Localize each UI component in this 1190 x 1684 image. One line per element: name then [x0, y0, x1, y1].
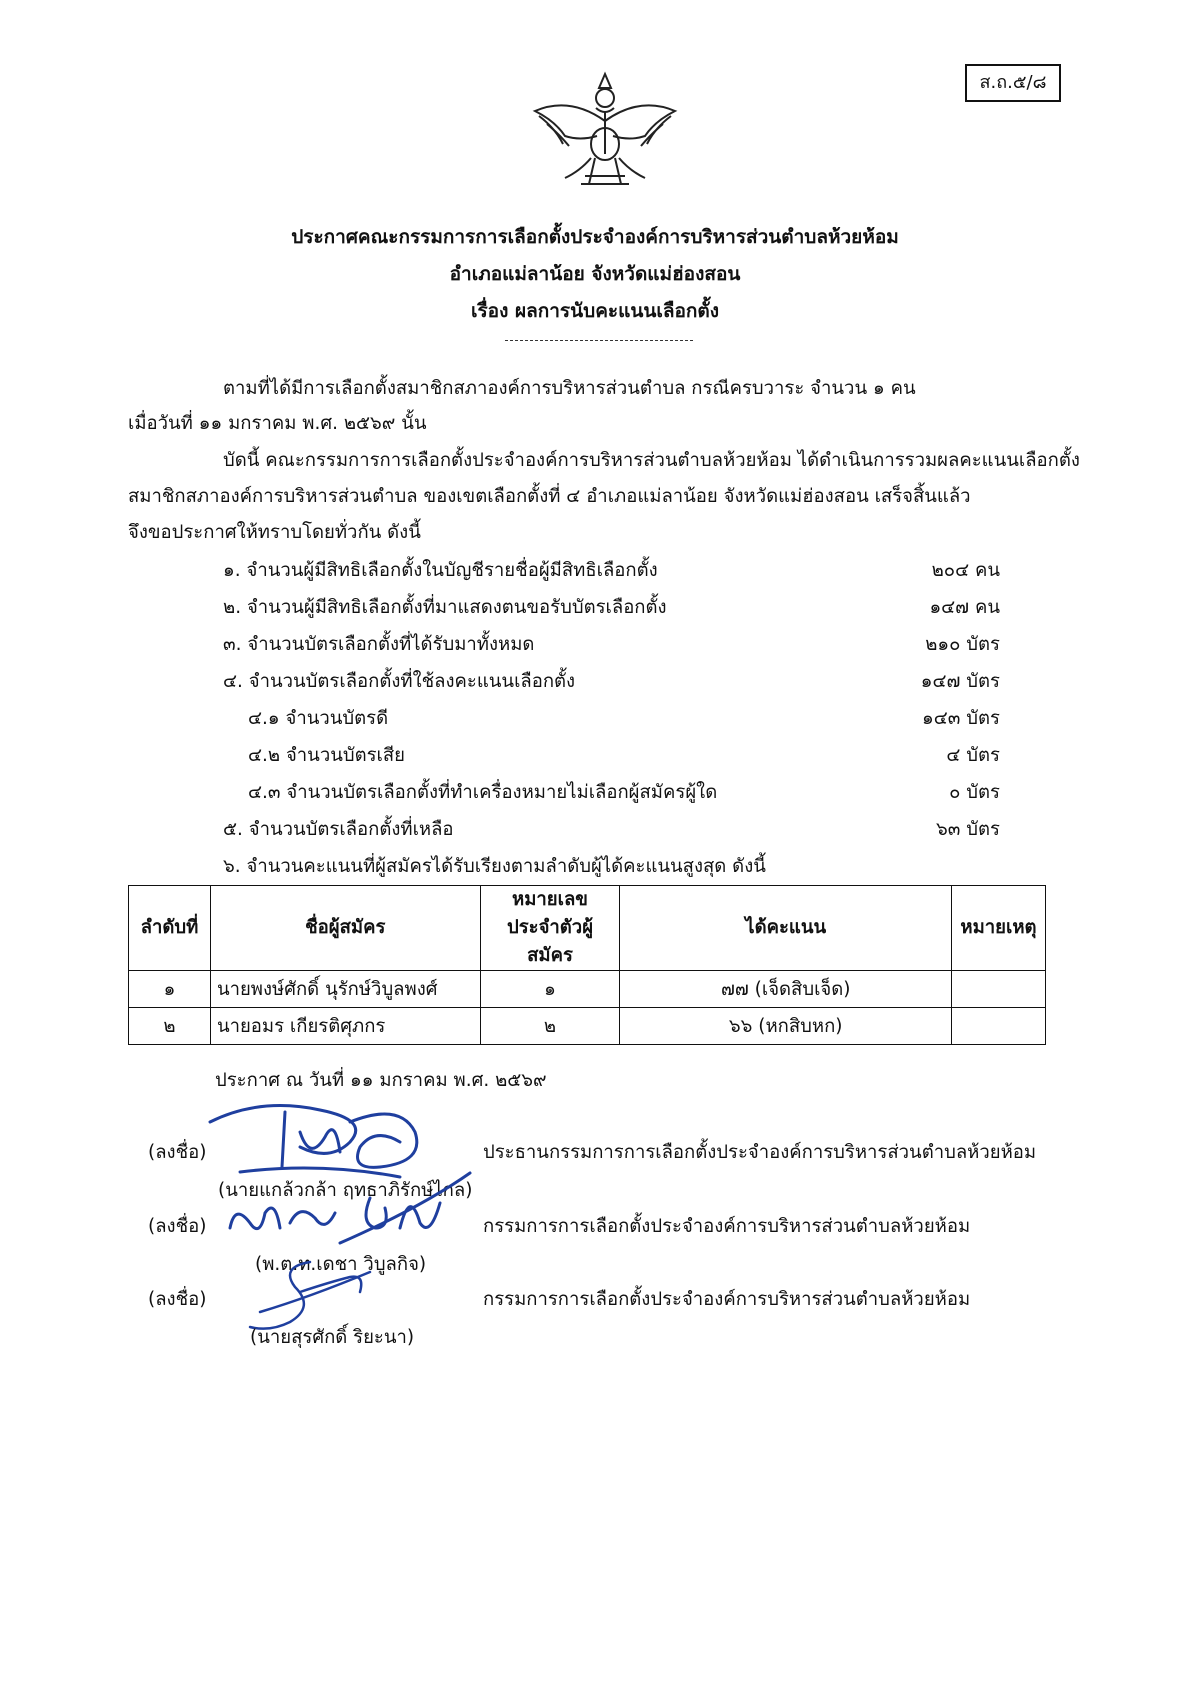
signature3-name: (นายสุรศักดิ์ ริยะนา) — [250, 1327, 415, 1348]
item-ballots-received-value: ๒๑๐ บัตร — [925, 634, 1000, 655]
signature2-position: กรรมการการเลือกตั้งประจำองค์การบริหารส่วนตำบลห้วยห้อม — [483, 1216, 971, 1237]
signature1-sign-label: (ลงชื่อ) — [148, 1142, 207, 1163]
header-number-line2: ประจำตัวผู้สมัคร — [506, 917, 594, 966]
item-no-vote-ballots: ๔.๓ จำนวนบัตรเลือกตั้งที่ทำเครื่องหมายไม่เลือกผู้สมัครผู้ใด — [248, 782, 718, 803]
row-remark — [951, 971, 1045, 1008]
header-score: ได้คะแนน — [620, 886, 952, 971]
item-remaining-ballots-value: ๖๓ บัตร — [936, 819, 1000, 840]
announcement-title-line2: อำเภอแม่ลาน้อย จังหวัดแม่ฮ่องสอน — [449, 263, 741, 285]
results-table — [128, 885, 1046, 1045]
table-header-row — [129, 886, 1046, 971]
item-ballots-received: ๓. จำนวนบัตรเลือกตั้งที่ได้รับมาทั้งหมด — [223, 634, 535, 655]
paragraph2-line2: สมาชิกสภาองค์การบริหารส่วนตำบล ของเขตเลือกตั้งที่ ๔ อำเภอแม่ลาน้อย จังหวัดแม่ฮ่องสอน เสร็จสิ้นแล้ว — [128, 486, 971, 507]
row-rank: ๒ — [129, 1008, 211, 1045]
row-candidate-number: ๒ — [480, 1008, 620, 1045]
item-ballots-used-value: ๑๔๗ บัตร — [920, 671, 1000, 692]
header-candidate-number — [480, 886, 620, 971]
item-ballots-used: ๔. จำนวนบัตรเลือกตั้งที่ใช้ลงคะแนนเลือกตั้ง — [223, 671, 576, 692]
announcement-title-line1: ประกาศคณะกรรมการการเลือกตั้งประจำองค์การบริหารส่วนตำบลห้วยห้อม — [291, 226, 899, 248]
row-candidate-number: ๑ — [480, 971, 620, 1008]
signature2-sign-label: (ลงชื่อ) — [148, 1216, 207, 1237]
item-no-vote-ballots-value: ๐ บัตร — [949, 782, 1000, 803]
table-row — [129, 1008, 1046, 1045]
header-number-line1: หมายเลข — [512, 889, 588, 910]
paragraph1-line1: ตามที่ได้มีการเลือกตั้งสมาชิกสภาองค์การบริหารส่วนตำบล กรณีครบวาระ จำนวน ๑ คน — [223, 378, 916, 399]
row-candidate-name: นายพงษ์ศักดิ์ นุรักษ์วิบูลพงศ์ — [210, 971, 480, 1008]
item-eligible-voters: ๑. จำนวนผู้มีสิทธิเลือกตั้งในบัญชีรายชื่อผู้มีสิทธิเลือกตั้ง — [223, 560, 658, 581]
header-remark: หมายเหตุ — [951, 886, 1045, 971]
paragraph2-line1: บัดนี้ คณะกรรมการการเลือกตั้งประจำองค์การบริหารส่วนตำบลห้วยห้อม ได้ดำเนินการรวมผลคะแนนเลือกตั้ง — [223, 450, 1080, 471]
paragraph1-line2: เมื่อวันที่ ๑๑ มกราคม พ.ศ. ๒๕๖๙ นั้น — [128, 413, 427, 434]
form-code-box: ส.ถ.๕/๘ — [965, 64, 1061, 102]
item-good-ballots-value: ๑๔๓ บัตร — [922, 708, 1000, 729]
header-candidate-name: ชื่อผู้สมัคร — [210, 886, 480, 971]
signature3-position: กรรมการการเลือกตั้งประจำองค์การบริหารส่วนตำบลห้วยห้อม — [483, 1289, 971, 1310]
paragraph2-line3: จึงขอประกาศให้ทราบโดยทั่วกัน ดังนี้ — [128, 522, 421, 543]
signature1-name: (นายแกล้วกล้า ฤทธาภิรักษ์ไกล) — [218, 1180, 473, 1201]
item-candidate-scores: ๖. จำนวนคะแนนที่ผู้สมัครได้รับเรียงตามลำดับผู้ได้คะแนนสูงสุด ดังนี้ — [223, 856, 766, 877]
item-spoiled-ballots-value: ๔ บัตร — [946, 745, 1000, 766]
row-remark — [951, 1008, 1045, 1045]
signature1-position: ประธานกรรมการการเลือกตั้งประจำองค์การบริหารส่วนตำบลห้วยห้อม — [483, 1142, 1037, 1163]
row-candidate-name: นายอมร เกียรติศุภกร — [210, 1008, 480, 1045]
row-score: ๖๖ (หกสิบหก) — [620, 1008, 952, 1045]
item-good-ballots: ๔.๑ จำนวนบัตรดี — [248, 708, 389, 729]
item-voters-present: ๒. จำนวนผู้มีสิทธิเลือกตั้งที่มาแสดงตนขอรับบัตรเลือกตั้ง — [223, 597, 667, 618]
title-divider — [505, 340, 693, 341]
signature2-handwriting-icon — [220, 1168, 480, 1248]
item-remaining-ballots: ๕. จำนวนบัตรเลือกตั้งที่เหลือ — [223, 819, 454, 840]
table-row — [129, 971, 1046, 1008]
announcement-date: ประกาศ ณ วันที่ ๑๑ มกราคม พ.ศ. ๒๕๖๙ — [215, 1070, 547, 1091]
item-voters-present-value: ๑๔๗ คน — [929, 597, 1000, 618]
item-eligible-voters-value: ๒๐๔ คน — [931, 560, 1000, 581]
header-rank: ลำดับที่ — [129, 886, 211, 971]
item-spoiled-ballots: ๔.๒ จำนวนบัตรเสีย — [248, 745, 406, 766]
signature3-sign-label: (ลงชื่อ) — [148, 1289, 207, 1310]
row-score: ๗๗ (เจ็ดสิบเจ็ด) — [620, 971, 952, 1008]
row-rank: ๑ — [129, 971, 211, 1008]
announcement-subject: เรื่อง ผลการนับคะแนนเลือกตั้ง — [470, 300, 719, 322]
signature2-name: (พ.ต.ท.เดชา วิบูลกิจ) — [255, 1254, 427, 1275]
garuda-emblem-icon — [525, 66, 685, 191]
